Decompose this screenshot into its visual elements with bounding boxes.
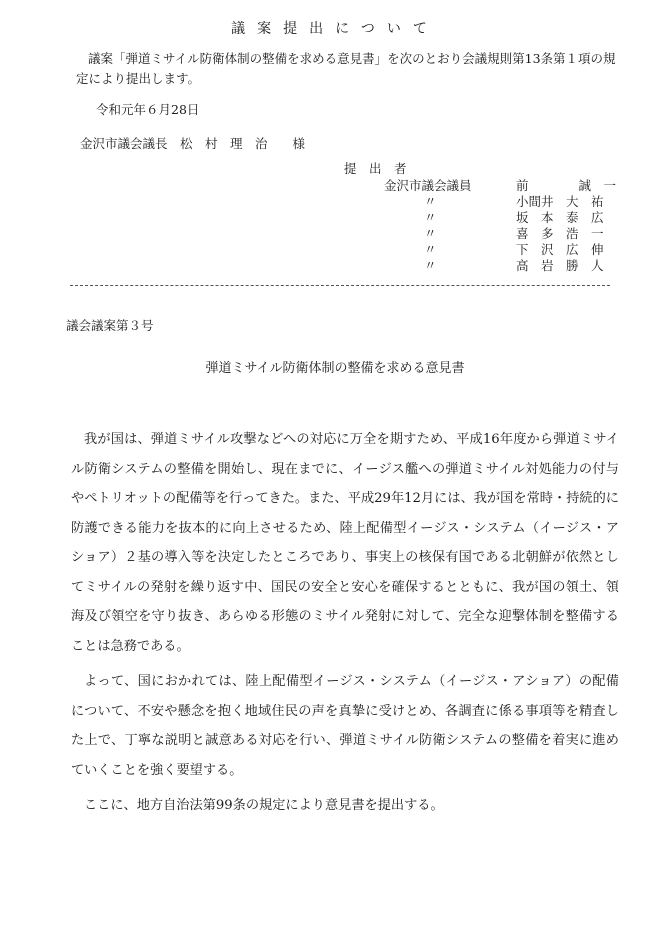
submitter-affiliation: 〃 — [424, 210, 437, 225]
submitter-row — [344, 178, 617, 194]
submitter-name: 下 沢 広 伸 — [516, 242, 604, 257]
body-paragraph: よって、国におかれては、陸上配備型イージス・システム（イージス・アショア）の配備について、不安や懸念を抱く地域住民の声を真摯に受けとめ、各調査に係る事項等を精査した上で、丁寧な説明と誠意ある対応を行い、弾道ミサイル防衛システムの整備を着実に進めていくことを強く要望する。 — [71, 674, 619, 778]
submitter-row — [344, 258, 604, 274]
submission-date: 令和元年６月28日 — [96, 102, 200, 117]
submitter-name: 小間井 大 祐 — [516, 194, 604, 209]
body-paragraph: ここに、地方自治法第99条の規定により意見書を提出する。 — [84, 798, 444, 813]
submitter-name: 坂 本 泰 広 — [516, 210, 604, 225]
submitter-affiliation: 金沢市議会議員 — [384, 178, 472, 193]
submitters-block — [344, 161, 617, 274]
body-paragraph: 我が国は、弾道ミサイル攻撃などへの対応に万全を期すため、平成16年度から弾道ミサイル防衛システムの整備を開始し、現在までに、イージス艦への弾道ミサイル対処能力の付与やペトリオットの配備等を行ってきた。また、平成29年12月には、我が国を常時・持続的に防護できる能力を抜本的に向上させるため、陸上配備型イージス・システム（イージス・アショア）２基の導入等を決定したところであり、事実上の核保有国である北朝鮮が依然としてミサイルの発射を繰り返す中、国民の安全と安心を確保するとともに、我が国の領土、領海及び領空を守り抜き、あらゆる形態のミサイル発射に対して、完全な迎撃体制を整備することは急務である。 — [71, 432, 619, 654]
bill-title: 弾道ミサイル防衛体制の整備を求める意見書 — [205, 361, 465, 376]
intro-text: 議案「弾道ミサイル防衛体制の整備を求める意見書」を次のとおり会議規則第13条第１項の規定により提出します。 — [76, 51, 616, 86]
bill-number: 議会議案第３号 — [66, 318, 154, 333]
submitter-affiliation: 〃 — [424, 242, 437, 257]
submitter-row — [344, 242, 604, 258]
submitter-affiliation: 〃 — [424, 226, 437, 241]
submitter-name: 喜 多 浩 一 — [516, 226, 604, 241]
submitter-name: 前 誠 一 — [516, 178, 617, 193]
bill-body — [71, 425, 619, 827]
submitter-affiliation: 〃 — [424, 194, 437, 209]
section-divider — [70, 285, 610, 286]
submitters-label: 提 出 者 — [344, 161, 407, 176]
submitter-row — [344, 226, 604, 242]
addressee: 金沢市議会議長 松 村 理 治 様 — [80, 136, 306, 151]
submitter-row — [344, 194, 604, 210]
submitter-affiliation: 〃 — [424, 258, 437, 273]
submitter-name: 高 岩 勝 人 — [516, 258, 604, 273]
document-title: 議案提出について — [231, 21, 439, 37]
submitter-row — [344, 210, 604, 226]
